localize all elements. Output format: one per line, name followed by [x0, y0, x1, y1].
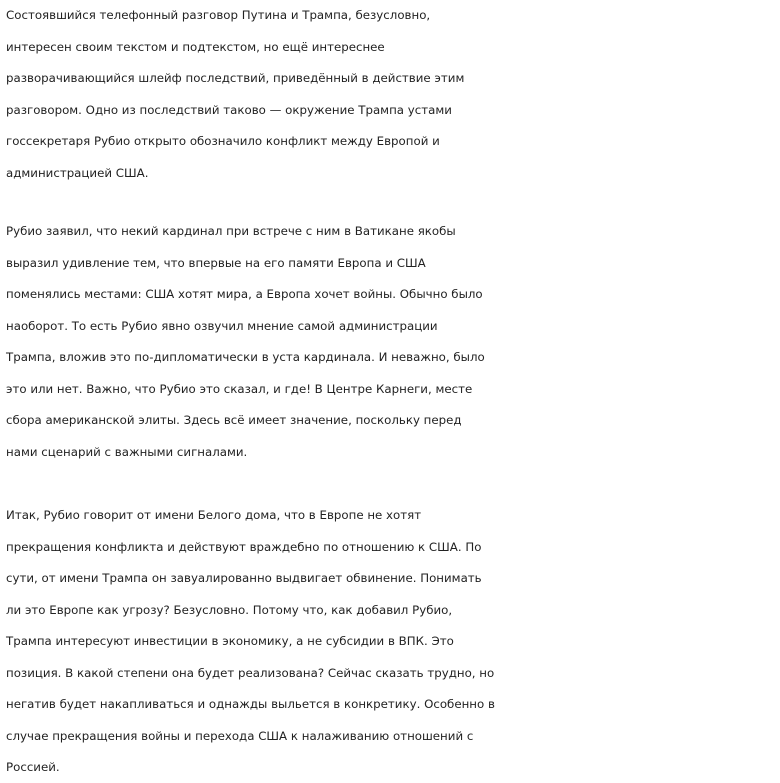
paragraph-1	[0, 0, 780, 189]
text-line: администрацией США.	[6, 165, 149, 180]
text-line: Россией.	[6, 760, 60, 774]
text-line: сути, от имени Трампа он завуалированно выдвигает обвинение. Понимать	[6, 571, 482, 585]
text-line: Рубио заявил, что некий кардинал при встрече с ним в Ватикане якобы	[6, 224, 456, 238]
text-line: ли это Европе как угрозу? Безусловно. Потому что, как добавил Рубио,	[6, 602, 453, 617]
text-line: госсекретаря Рубио открыто обозначило конфликт между Европой и	[6, 134, 440, 148]
text-line: сбора американской элиты. Здесь всё имеет значение, поскольку перед	[6, 413, 462, 427]
text-line: интересен своим текстом и подтекстом, но ещё интереснее	[6, 39, 385, 54]
text-line: разворачивающийся шлейф последствий, приведённый в действие этим	[6, 71, 465, 85]
text-line: нами сценарий с важными сигналами.	[6, 444, 248, 459]
text-line: поменялись местами: США хотят мира, а Европа хочет войны. Обычно было	[6, 287, 483, 301]
text-line: позиция. В какой степени она будет реализована? Сейчас сказать трудно, но	[6, 665, 495, 680]
text-line: это или нет. Важно, что Рубио это сказал, и где! В Центре Карнеги, месте	[6, 381, 473, 396]
text-line: разговором. Одно из последствий таково — окружение Трампа устами	[6, 102, 452, 117]
paragraph-2	[0, 216, 780, 468]
text-line: Итак, Рубио говорит от имени Белого дома, что в Европе не хотят	[6, 508, 422, 522]
text-line: негатив будет накапливаться и однажды выльется в конкретику. Особенно в	[6, 697, 495, 711]
text-line: случае прекращения войны и перехода США к налаживанию отношений с	[6, 728, 474, 743]
paragraph-3	[0, 500, 780, 783]
text-line: Трампа интересуют инвестиции в экономику, а не субсидии в ВПК. Это	[6, 634, 454, 648]
text-line: Состоявшийся телефонный разговор Путина и Трампа, безусловно,	[6, 8, 431, 22]
text-line: наоборот. То есть Рубио явно озвучил мнение самой администрации	[6, 318, 438, 333]
text-line: выразил удивление тем, что впервые на его памяти Европа и США	[6, 255, 426, 270]
text-line: прекращения конфликта и действуют враждебно по отношению к США. По	[6, 539, 482, 554]
text-line: Трампа, вложив это по-дипломатически в уста кардинала. И неважно, было	[6, 350, 485, 364]
